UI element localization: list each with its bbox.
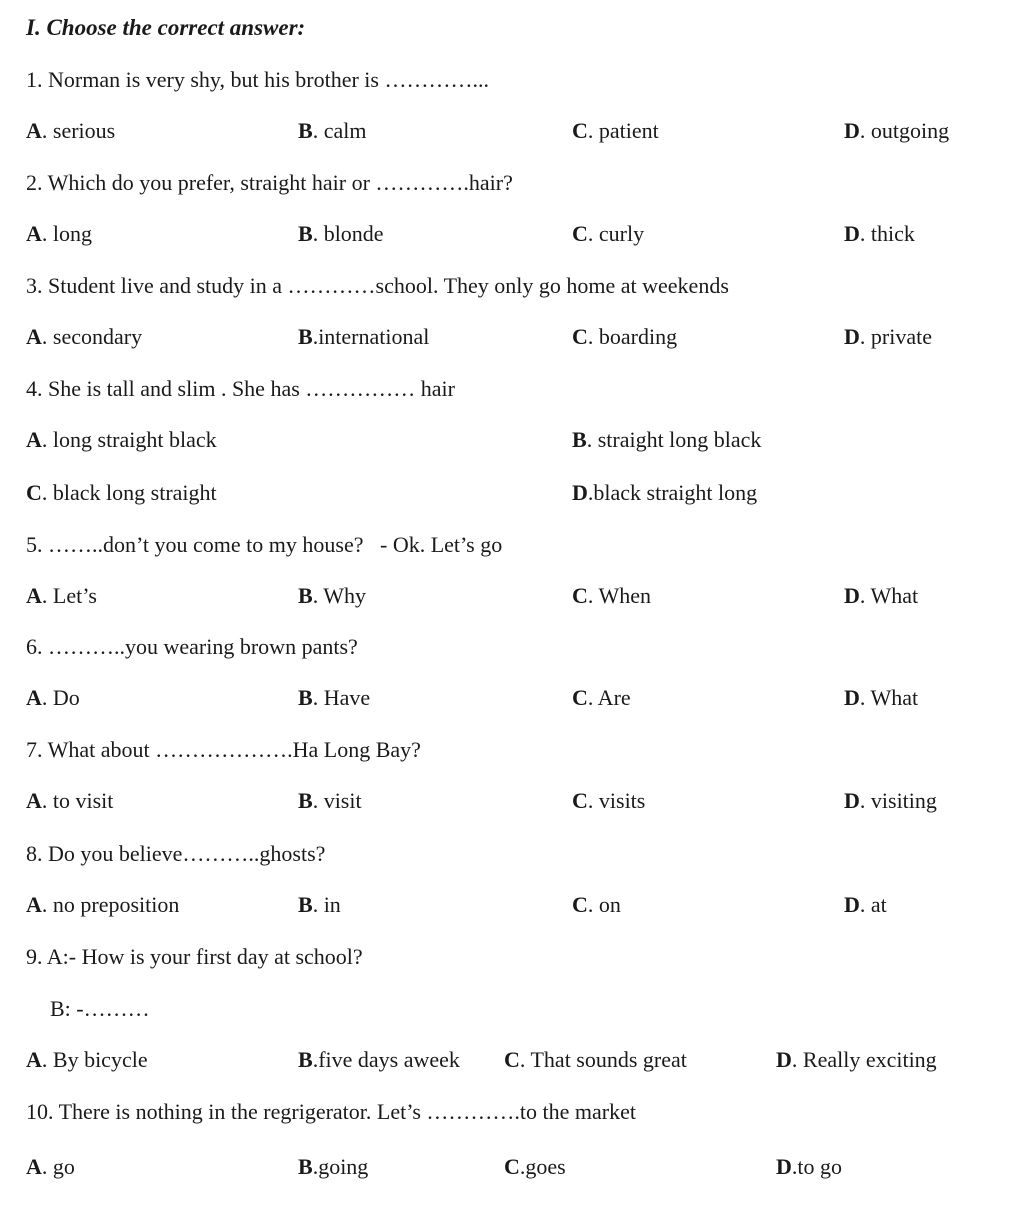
q3-option-d[interactable]: D. private: [844, 324, 932, 349]
question-1: 1. Norman is very shy, but his brother is …………...: [26, 67, 489, 92]
q6-option-c[interactable]: C. Are: [572, 685, 631, 710]
q8-option-b[interactable]: B. in: [298, 892, 341, 917]
q1-option-b[interactable]: B. calm: [298, 118, 367, 143]
q10-option-d[interactable]: D.to go: [776, 1154, 843, 1179]
q3-option-b[interactable]: B.international: [298, 324, 430, 349]
q6-option-a[interactable]: A. Do: [26, 685, 80, 710]
q2-option-a[interactable]: A. long: [26, 221, 93, 246]
q1-option-a[interactable]: A. serious: [26, 118, 116, 143]
question-10: 10. There is nothing in the regrigerator. Let’s ………….to the market: [26, 1099, 636, 1124]
question-8: 8. Do you believe………..ghosts?: [26, 841, 326, 866]
q5-option-a[interactable]: A. Let’s: [26, 583, 97, 608]
question-2: 2. Which do you prefer, straight hair or ………….hair?: [26, 170, 513, 195]
q10-option-a[interactable]: A. go: [26, 1154, 75, 1179]
q10-option-c[interactable]: C.goes: [504, 1154, 566, 1179]
q7-option-c[interactable]: C. visits: [572, 788, 646, 813]
q5-option-c[interactable]: C. When: [572, 583, 652, 608]
q1-option-d[interactable]: D. outgoing: [844, 118, 950, 143]
q8-option-a[interactable]: A. no preposition: [26, 892, 180, 917]
q7-option-a[interactable]: A. to visit: [26, 788, 114, 813]
q5-option-d[interactable]: D. What: [844, 583, 919, 608]
q8-option-c[interactable]: C. on: [572, 892, 621, 917]
question-4: 4. She is tall and slim . She has …………… hair: [26, 376, 455, 401]
question-3: 3. Student live and study in a …………school. They only go home at weekends: [26, 273, 729, 298]
q7-option-d[interactable]: D. visiting: [844, 788, 937, 813]
question-5: 5. ……..don’t you come to my house? - Ok. Let’s go: [26, 532, 503, 557]
heading: I. Choose the correct answer:: [26, 15, 306, 40]
q3-option-c[interactable]: C. boarding: [572, 324, 678, 349]
q9-option-a[interactable]: A. By bicycle: [26, 1047, 148, 1072]
q2-option-c[interactable]: C. curly: [572, 221, 645, 246]
q10-option-b[interactable]: B.going: [298, 1154, 369, 1179]
q1-option-c[interactable]: C. patient: [572, 118, 659, 143]
q4-option-a[interactable]: A. long straight black: [26, 427, 217, 452]
q6-option-d[interactable]: D. What: [844, 685, 919, 710]
q7-option-b[interactable]: B. visit: [298, 788, 362, 813]
q5-option-b[interactable]: B. Why: [298, 583, 367, 608]
q9-option-c[interactable]: C. That sounds great: [504, 1047, 687, 1072]
q3-option-a[interactable]: A. secondary: [26, 324, 143, 349]
q2-option-d[interactable]: D. thick: [844, 221, 915, 246]
question-6: 6. ………..you wearing brown pants?: [26, 634, 358, 659]
question-7: 7. What about ……………….Ha Long Bay?: [26, 737, 421, 762]
question-9: 9. A:- How is your first day at school?: [26, 944, 363, 969]
q9-option-b[interactable]: B.five days aweek: [298, 1047, 460, 1072]
question-9-subline: B: -………: [50, 996, 150, 1021]
q9-option-d[interactable]: D. Really exciting: [776, 1047, 937, 1072]
q6-option-b[interactable]: B. Have: [298, 685, 371, 710]
q4-option-d[interactable]: D.black straight long: [572, 480, 758, 505]
q8-option-d[interactable]: D. at: [844, 892, 887, 917]
q4-option-c[interactable]: C. black long straight: [26, 480, 217, 505]
q2-option-b[interactable]: B. blonde: [298, 221, 384, 246]
q4-option-b[interactable]: B. straight long black: [572, 427, 762, 452]
